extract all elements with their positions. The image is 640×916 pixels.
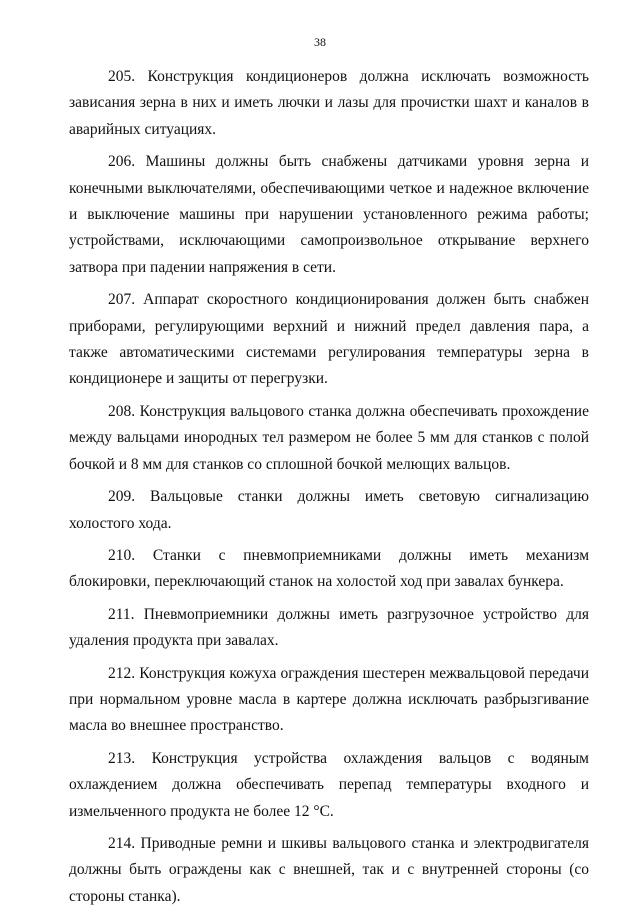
document-body xyxy=(69,64,589,916)
paragraph-206: 206. Машины должны быть снабжены датчиками уровня зерна и конечными выключателями, обеспечивающими четкое и надежное включение и выключение машины при нарушении установленного режима работы; устройствами, исключающими самопроизвольное открывание верхнего затвора при падении напряжения в сети. xyxy=(69,153,589,276)
paragraph-214: 214. Приводные ремни и шкивы вальцового станка и электродвигателя должны быть ограждены как с внешней, так и с внутренней стороны (со стороны станка). xyxy=(69,834,589,905)
paragraph-213: 213. Конструкция устройства охлаждения вальцов с водяным охлаждением должна обеспечивать перепад температуры входного и измельченного продукта не более 12 °С. xyxy=(69,749,589,820)
paragraph-209: 209. Вальцовые станки должны иметь световую сигнализацию холостого хода. xyxy=(69,488,589,532)
paragraph-211: 211. Пневмоприемники должны иметь разгрузочное устройство для удаления продукта при завалах. xyxy=(69,605,589,650)
paragraph-207: 207. Аппарат скоростного кондиционирования должен быть снабжен приборами, регулирующими верхний и нижний предел давления пара, а также автоматическими системами регулирования температуры зерна в кондиционере и защиты от перегрузки. xyxy=(69,291,589,388)
paragraph-205: 205. Конструкция кондиционеров должна исключать возможность зависания зерна в них и иметь лючки и лазы для прочистки шахт и каналов в аварийных ситуациях. xyxy=(69,68,589,138)
paragraph-212: 212. Конструкция кожуха ограждения шестерен межвальцовой передачи при нормальном уровне масла в картере должна исключать разбрызгивание масла во внешнее пространство. xyxy=(69,664,589,735)
paragraph-210: 210. Станки с пневмоприемниками должны иметь механизм блокировки, переключающий станок на холостой ход при завалах бункера. xyxy=(69,546,589,591)
paragraph-208: 208. Конструкция вальцового станка должна обеспечивать прохождение между вальцами инородных тел размером не более 5 мм для станков с полой бочкой и 8 мм для станков со сплошной бочкой мелющих вальцов. xyxy=(69,402,589,473)
page-number: 38 xyxy=(314,35,326,49)
